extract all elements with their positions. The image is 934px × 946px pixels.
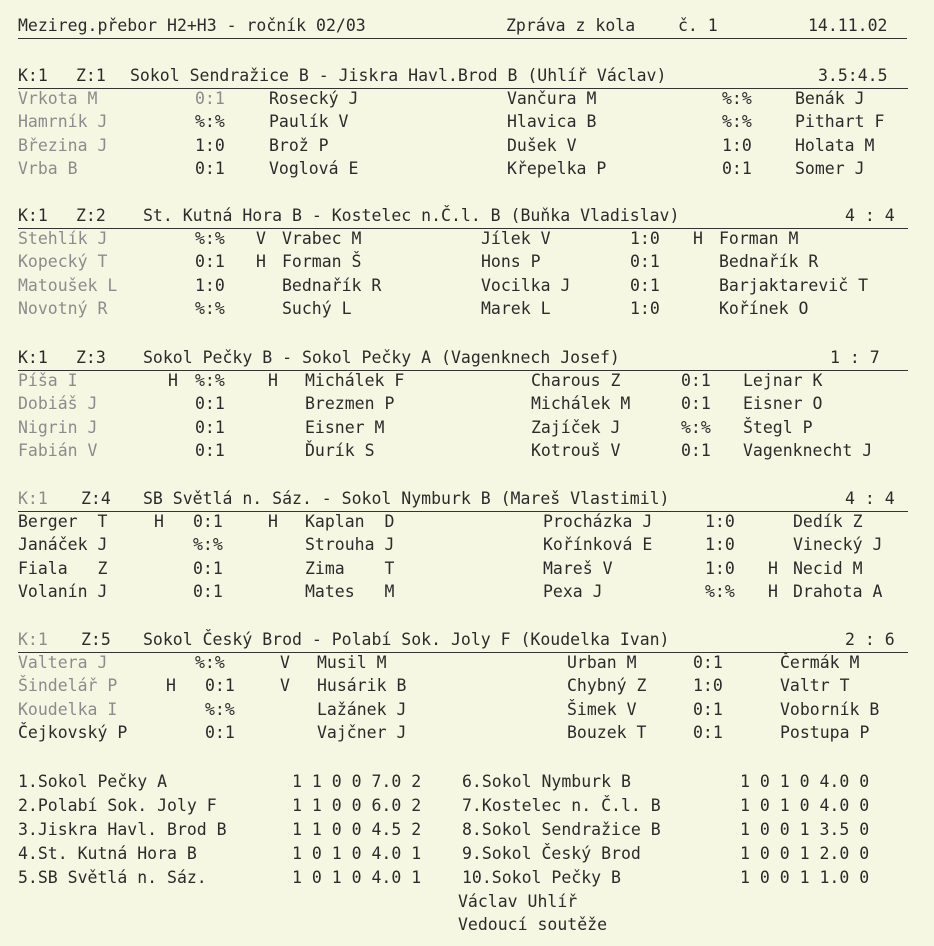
player-home: Urban M bbox=[567, 653, 637, 672]
match-number: Z:1 bbox=[76, 66, 106, 85]
game-result: 0:1 bbox=[693, 699, 723, 719]
game-result: %:% bbox=[195, 371, 225, 390]
game-result: %:% bbox=[681, 417, 711, 437]
game-result: %:% bbox=[195, 112, 225, 132]
standings-row bbox=[18, 796, 908, 820]
player-away: Vinecký J bbox=[793, 535, 883, 555]
player-away: Brož P bbox=[269, 135, 329, 155]
player-away: Forman M bbox=[719, 229, 799, 248]
standings-row bbox=[18, 868, 908, 892]
match-header bbox=[18, 66, 908, 89]
player-away: Somer J bbox=[795, 158, 865, 178]
game-result: %:% bbox=[205, 699, 235, 719]
player-home: Vančura M bbox=[507, 89, 597, 108]
game-row bbox=[18, 559, 908, 582]
player-away: Lejnar K bbox=[743, 371, 823, 390]
player-away: Kaplan D bbox=[305, 512, 395, 531]
player-away: Musil M bbox=[317, 653, 387, 672]
team-stats: 1 0 0 1 3.5 0 bbox=[740, 820, 870, 839]
team-stats: 1 1 0 0 4.5 2 bbox=[292, 820, 422, 839]
player-away: Necid M bbox=[793, 558, 863, 578]
game-result: 1:0 bbox=[195, 275, 225, 295]
game-result: 0:1 bbox=[681, 394, 711, 414]
standings-row bbox=[18, 820, 908, 844]
color-mark: H bbox=[768, 581, 778, 601]
team-stats: 1 1 0 0 7.0 2 bbox=[292, 772, 422, 791]
game-row bbox=[18, 252, 908, 275]
player-home: Janáček J bbox=[18, 535, 108, 555]
player-home: Stehlík J bbox=[18, 229, 108, 248]
color-mark: H bbox=[268, 371, 278, 390]
game-row bbox=[18, 229, 908, 252]
player-home: Procházka J bbox=[543, 512, 653, 531]
game-row bbox=[18, 535, 908, 558]
game-row bbox=[18, 371, 908, 394]
team-name: 4.St. Kutná Hora B bbox=[18, 844, 197, 863]
player-away: Eisner O bbox=[743, 394, 823, 414]
player-home: Hons P bbox=[481, 252, 541, 272]
player-home: Jílek V bbox=[481, 229, 551, 248]
player-home: Fiala Z bbox=[18, 558, 108, 578]
color-mark: H bbox=[693, 229, 703, 248]
round-number: č. 1 bbox=[678, 16, 718, 35]
player-away: Pithart F bbox=[795, 112, 885, 132]
player-away: Lažánek J bbox=[317, 699, 407, 719]
match-header bbox=[18, 206, 908, 229]
game-result: 1:0 bbox=[693, 676, 723, 696]
team-name: 3.Jiskra Havl. Brod B bbox=[18, 820, 227, 839]
color-mark: V bbox=[280, 653, 290, 672]
team-stats: 1 0 1 0 4.0 1 bbox=[292, 868, 422, 887]
team-stats: 1 0 1 0 4.0 0 bbox=[740, 772, 870, 791]
color-mark: H bbox=[268, 512, 278, 531]
match-round: K:1 bbox=[18, 489, 48, 508]
game-result: 0:1 bbox=[681, 371, 711, 390]
player-away: Kořínek O bbox=[719, 298, 809, 318]
game-result: 0:1 bbox=[195, 158, 225, 178]
game-row bbox=[18, 418, 908, 441]
match-title: Sokol Pečky B - Sokol Pečky A (Vagenknech Josef) bbox=[143, 348, 620, 367]
game-row bbox=[18, 276, 908, 299]
standings-table bbox=[18, 772, 908, 892]
player-home: Březina J bbox=[18, 135, 108, 155]
player-away: Vrabec M bbox=[282, 229, 362, 248]
game-row bbox=[18, 159, 908, 182]
game-result: 0:1 bbox=[195, 252, 225, 272]
team-name: 10.Sokol Pečky B bbox=[462, 868, 621, 887]
player-home: Bouzek T bbox=[567, 722, 647, 742]
match-header bbox=[18, 348, 908, 371]
match-score: 3.5:4.5 bbox=[818, 66, 888, 85]
player-away: Bednařík R bbox=[719, 252, 819, 272]
player-home: Mareš V bbox=[543, 558, 613, 578]
game-result: 1:0 bbox=[630, 229, 660, 248]
report-header bbox=[18, 16, 907, 39]
player-away: Forman Š bbox=[282, 252, 362, 272]
match-round: K:1 bbox=[18, 206, 48, 225]
player-away: Dedík Z bbox=[793, 512, 863, 531]
player-home: Volanín J bbox=[18, 581, 108, 601]
game-result: %:% bbox=[705, 581, 735, 601]
game-result: 0:1 bbox=[722, 158, 752, 178]
signature-role: Vedoucí soutěže bbox=[458, 915, 608, 934]
player-away: Mates M bbox=[305, 581, 395, 601]
player-away: Vajčner J bbox=[317, 722, 407, 742]
team-name: 1.Sokol Pečky A bbox=[18, 772, 168, 791]
player-home: Matoušek L bbox=[18, 275, 118, 295]
game-row bbox=[18, 723, 908, 746]
game-result: %:% bbox=[195, 653, 225, 672]
player-away: Zima T bbox=[305, 558, 395, 578]
player-away: Ďurík S bbox=[305, 440, 375, 460]
player-away: Barjaktarevič T bbox=[719, 275, 869, 295]
player-home: Fabián V bbox=[18, 440, 98, 460]
player-home: Hlavica B bbox=[507, 112, 597, 132]
color-mark: H bbox=[168, 371, 178, 390]
player-away: Benák J bbox=[795, 89, 865, 108]
player-home: Zajíček J bbox=[531, 417, 621, 437]
player-home: Křepelka P bbox=[507, 158, 607, 178]
team-stats: 1 0 1 0 4.0 0 bbox=[740, 796, 870, 815]
game-result: 0:1 bbox=[195, 440, 225, 460]
game-result: 1:0 bbox=[705, 512, 735, 531]
match-number: Z:3 bbox=[76, 348, 106, 367]
standings-row bbox=[18, 844, 908, 868]
player-home: Šimek V bbox=[567, 699, 637, 719]
color-mark: H bbox=[154, 512, 164, 531]
game-result: %:% bbox=[195, 298, 225, 318]
player-away: Bednařík R bbox=[282, 275, 382, 295]
match-header bbox=[18, 489, 908, 512]
player-home: Čejkovský P bbox=[18, 722, 128, 742]
color-mark: H bbox=[166, 676, 176, 696]
game-row bbox=[18, 394, 908, 417]
match-block bbox=[18, 348, 908, 464]
team-name: 5.SB Světlá n. Sáz. bbox=[18, 868, 207, 887]
player-home: Kopecký T bbox=[18, 252, 108, 272]
player-home: Dušek V bbox=[507, 135, 577, 155]
team-name: 6.Sokol Nymburk B bbox=[462, 772, 631, 791]
match-number: Z:4 bbox=[81, 489, 111, 508]
player-away: Michálek F bbox=[305, 371, 405, 390]
team-name: 8.Sokol Sendražice B bbox=[462, 820, 661, 839]
team-name: 9.Sokol Český Brod bbox=[462, 844, 641, 863]
player-away: Husárik B bbox=[317, 676, 407, 696]
player-away: Eisner M bbox=[305, 417, 385, 437]
player-home: Kořínková E bbox=[543, 535, 653, 555]
game-row bbox=[18, 653, 908, 676]
report-date: 14.11.02 bbox=[808, 16, 888, 35]
player-home: Vocilka J bbox=[481, 275, 571, 295]
match-block bbox=[18, 206, 908, 322]
player-home: Valtera J bbox=[18, 653, 108, 672]
competition-title: Mezireg.přebor H2+H3 - ročník 02/03 bbox=[18, 16, 366, 35]
color-mark: V bbox=[280, 676, 290, 696]
player-home: Píša I bbox=[18, 371, 78, 390]
player-away: Drahota A bbox=[793, 581, 883, 601]
game-row bbox=[18, 136, 908, 159]
game-row bbox=[18, 582, 908, 605]
game-result: 1:0 bbox=[722, 135, 752, 155]
match-header bbox=[18, 630, 908, 653]
game-result: 0:1 bbox=[195, 89, 225, 108]
player-home: Charous Z bbox=[531, 371, 621, 390]
player-away: Čermák M bbox=[780, 653, 860, 672]
game-result: 1:0 bbox=[195, 135, 225, 155]
player-away: Rosecký J bbox=[269, 89, 359, 108]
player-home: Vrkota M bbox=[18, 89, 98, 108]
game-result: 1:0 bbox=[630, 298, 660, 318]
match-round: K:1 bbox=[18, 630, 48, 649]
match-score: 1 : 7 bbox=[830, 348, 880, 367]
player-away: Postupa P bbox=[780, 722, 870, 742]
standings-row bbox=[18, 772, 908, 796]
game-result: 0:1 bbox=[193, 581, 223, 601]
player-home: Pexa J bbox=[543, 581, 603, 601]
match-score: 2 : 6 bbox=[845, 630, 895, 649]
game-row bbox=[18, 700, 908, 723]
match-round: K:1 bbox=[18, 348, 48, 367]
player-home: Koudelka I bbox=[18, 699, 118, 719]
team-stats: 1 0 1 0 4.0 1 bbox=[292, 844, 422, 863]
player-home: Vrba B bbox=[18, 158, 78, 178]
player-away: Suchý L bbox=[282, 298, 352, 318]
match-number: Z:2 bbox=[76, 206, 106, 225]
game-result: %:% bbox=[193, 535, 223, 555]
game-result: 0:1 bbox=[193, 512, 223, 531]
game-result: 0:1 bbox=[630, 275, 660, 295]
match-title: Sokol Český Brod - Polabí Sok. Joly F (Koudelka Ivan) bbox=[143, 630, 670, 649]
player-away: Štegl P bbox=[743, 417, 813, 437]
match-number: Z:5 bbox=[81, 630, 111, 649]
game-result: %:% bbox=[195, 229, 225, 248]
game-row bbox=[18, 512, 908, 535]
color-mark: V bbox=[256, 229, 266, 248]
player-home: Michálek M bbox=[531, 394, 631, 414]
player-home: Berger T bbox=[18, 512, 108, 531]
player-away: Voborník B bbox=[780, 699, 880, 719]
game-result: 0:1 bbox=[205, 676, 235, 696]
team-stats: 1 0 0 1 2.0 0 bbox=[740, 844, 870, 863]
game-result: %:% bbox=[722, 112, 752, 132]
team-name: 7.Kostelec n. Č.l. B bbox=[462, 796, 661, 815]
player-home: Dobiáš J bbox=[18, 394, 98, 414]
player-home: Hamrník J bbox=[18, 112, 108, 132]
game-result: 0:1 bbox=[681, 440, 711, 460]
team-stats: 1 1 0 0 6.0 2 bbox=[292, 796, 422, 815]
team-name: 2.Polabí Sok. Joly F bbox=[18, 796, 217, 815]
game-result: 0:1 bbox=[193, 558, 223, 578]
game-row bbox=[18, 299, 908, 322]
player-away: Paulík V bbox=[269, 112, 349, 132]
match-title: Sokol Sendražice B - Jiskra Havl.Brod B (Uhlíř Václav) bbox=[130, 66, 667, 85]
match-title: SB Světlá n. Sáz. - Sokol Nymburk B (Mareš Vlastimil) bbox=[143, 489, 670, 508]
color-mark: H bbox=[256, 252, 266, 272]
player-away: Strouha J bbox=[305, 535, 395, 555]
match-block bbox=[18, 630, 908, 746]
team-stats: 1 0 0 1 1.0 0 bbox=[740, 868, 870, 887]
game-result: 1:0 bbox=[705, 558, 735, 578]
match-block bbox=[18, 489, 908, 605]
game-row bbox=[18, 676, 908, 699]
game-result: 0:1 bbox=[195, 394, 225, 414]
game-row bbox=[18, 112, 908, 135]
game-result: 0:1 bbox=[630, 252, 660, 272]
player-away: Holata M bbox=[795, 135, 875, 155]
player-home: Nigrin J bbox=[18, 417, 98, 437]
game-result: 0:1 bbox=[693, 722, 723, 742]
color-mark: H bbox=[768, 558, 778, 578]
player-home: Šindelář P bbox=[18, 676, 118, 696]
player-home: Marek L bbox=[481, 298, 551, 318]
player-home: Kotrouš V bbox=[531, 440, 621, 460]
game-result: %:% bbox=[722, 89, 752, 108]
report-label: Zpráva z kola bbox=[506, 16, 636, 35]
game-row bbox=[18, 89, 908, 112]
match-block bbox=[18, 66, 908, 182]
game-result: 0:1 bbox=[195, 417, 225, 437]
match-round: K:1 bbox=[18, 66, 48, 85]
match-score: 4 : 4 bbox=[845, 489, 895, 508]
match-score: 4 : 4 bbox=[845, 206, 895, 225]
player-away: Vagenknecht J bbox=[743, 440, 873, 460]
match-title: St. Kutná Hora B - Kostelec n.Č.l. B (Buňka Vladislav) bbox=[143, 206, 680, 225]
player-home: Novotný R bbox=[18, 298, 108, 318]
player-away: Brezmen P bbox=[305, 394, 395, 414]
game-result: 1:0 bbox=[705, 535, 735, 555]
player-away: Valtr T bbox=[780, 676, 850, 696]
game-row bbox=[18, 441, 908, 464]
game-result: 0:1 bbox=[205, 722, 235, 742]
player-away: Voglová E bbox=[269, 158, 359, 178]
game-result: 0:1 bbox=[693, 653, 723, 672]
signature-name: Václav Uhlíř bbox=[458, 892, 578, 911]
player-home: Chybný Z bbox=[567, 676, 647, 696]
